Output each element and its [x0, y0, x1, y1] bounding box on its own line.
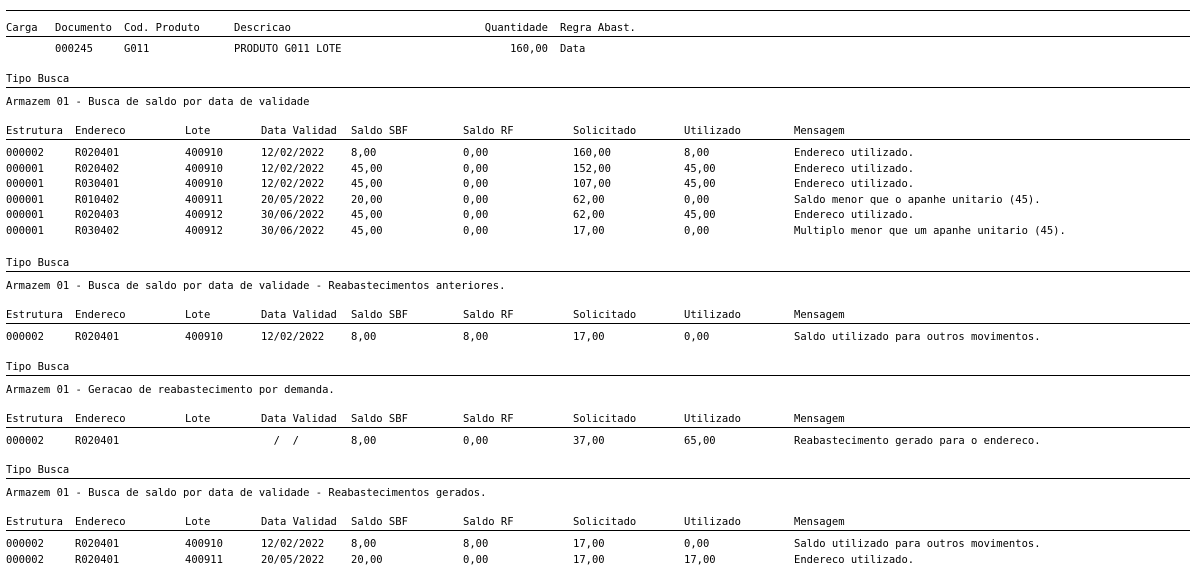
detail-column-label: Endereco [75, 516, 126, 528]
detail-column-label: Saldo RF [463, 309, 514, 321]
detail-column-label: Saldo RF [463, 516, 514, 528]
header-regra: Data [560, 43, 586, 55]
section-title-rule [6, 375, 1190, 376]
section-title: Armazem 01 - Geracao de reabastecimento por demanda. [6, 384, 335, 396]
table-cell: 17,00 [684, 553, 716, 566]
detail-column-label: Mensagem [794, 413, 845, 425]
table-cell: 0,00 [463, 435, 489, 447]
table-cell: 37,00 [573, 435, 605, 447]
detail-column-label: Endereco [75, 309, 126, 321]
table-cell: 152,00 [573, 162, 611, 175]
detail-column-label: Lote [185, 413, 211, 425]
table-cell: 30/06/2022 [261, 209, 325, 222]
table-cell: R030402 [75, 225, 120, 237]
detail-column-label: Utilizado [684, 413, 741, 425]
table-cell: 400910 [185, 147, 223, 159]
table-cell: 45,00 [351, 209, 383, 222]
detail-column-label: Lote [185, 516, 211, 528]
detail-column-label: Lote [185, 309, 211, 321]
table-cell: 000002 [6, 331, 44, 343]
table-cell: 400912 [185, 209, 223, 222]
detail-column-label: Mensagem [794, 125, 845, 137]
detail-column-label: Solicitado [573, 516, 637, 528]
table-cell: R020401 [75, 538, 120, 550]
header-column-label: Regra Abast. [560, 22, 636, 34]
section-title-rule [6, 87, 1190, 88]
tipo-busca-label: Tipo Busca [6, 464, 70, 476]
table-cell: 0,00 [463, 178, 489, 191]
table-cell: 0,00 [463, 209, 489, 222]
table-cell: R020401 [75, 331, 120, 343]
table-cell: 400912 [185, 225, 223, 237]
table-cell: 62,00 [573, 209, 605, 222]
table-cell: 12/02/2022 [261, 538, 325, 550]
table-cell: 400910 [185, 331, 223, 343]
table-cell: 45,00 [684, 178, 716, 191]
detail-column-label: Estrutura [6, 413, 63, 425]
table-cell: R020403 [75, 209, 120, 222]
detail-column-label: Saldo SBF [351, 309, 408, 321]
section-title-rule [6, 478, 1190, 479]
table-cell: 000001 [6, 193, 44, 206]
table-cell: 8,00 [463, 538, 489, 550]
detail-column-label: Endereco [75, 413, 126, 425]
detail-column-label: Estrutura [6, 516, 63, 528]
table-cell: / / [261, 435, 299, 447]
table-cell: 8,00 [351, 331, 377, 343]
table-cell: 400910 [185, 162, 223, 175]
table-cell: 8,00 [351, 147, 377, 159]
table-cell: 20,00 [351, 553, 383, 566]
table-cell: 12/02/2022 [261, 178, 325, 191]
table-cell: 12/02/2022 [261, 147, 325, 159]
detail-column-label: Data Validad [261, 413, 337, 425]
table-cell: 0,00 [463, 225, 489, 237]
table-cell: 17,00 [573, 538, 605, 550]
section-title: Armazem 01 - Busca de saldo por data de validade - Reabastecimentos anteriores. [6, 280, 506, 292]
detail-column-rule [6, 530, 1190, 531]
detail-column-rule [6, 139, 1190, 140]
table-cell: Saldo utilizado para outros movimentos. [794, 538, 1041, 550]
tipo-busca-label: Tipo Busca [6, 257, 70, 269]
header-documento: 000245 [55, 43, 93, 55]
detail-column-label: Data Validad [261, 516, 337, 528]
table-cell: 0,00 [463, 147, 489, 159]
detail-column-label: Saldo RF [463, 413, 514, 425]
table-cell: 12/02/2022 [261, 162, 325, 175]
table-cell: 45,00 [351, 162, 383, 175]
table-cell: 0,00 [684, 225, 710, 237]
table-cell: 45,00 [684, 209, 716, 222]
detail-column-label: Estrutura [6, 125, 63, 137]
detail-column-label: Utilizado [684, 516, 741, 528]
table-cell: Multiplo menor que um apanhe unitario (45). [794, 225, 1066, 237]
table-cell: 400910 [185, 178, 223, 191]
table-cell: Endereco utilizado. [794, 553, 915, 566]
table-cell: 000002 [6, 553, 44, 566]
detail-column-rule [6, 323, 1190, 324]
table-cell: Saldo menor que o apanhe unitario (45). [794, 193, 1041, 206]
table-cell: 8,00 [351, 538, 377, 550]
header-column-rule [6, 36, 1190, 37]
table-cell: 0,00 [463, 553, 489, 566]
table-cell: Endereco utilizado. [794, 209, 915, 222]
detail-column-label: Solicitado [573, 309, 637, 321]
detail-column-label: Saldo SBF [351, 516, 408, 528]
table-cell: 000001 [6, 162, 44, 175]
detail-column-label: Solicitado [573, 413, 637, 425]
table-cell: 0,00 [684, 193, 710, 206]
section-title-rule [6, 271, 1190, 272]
detail-column-label: Estrutura [6, 309, 63, 321]
table-cell: Saldo utilizado para outros movimentos. [794, 331, 1041, 343]
table-cell: 400911 [185, 553, 223, 566]
table-cell: 000002 [6, 538, 44, 550]
table-cell: 400910 [185, 538, 223, 550]
table-cell: Endereco utilizado. [794, 147, 915, 159]
table-cell: R030401 [75, 178, 120, 191]
table-cell: 17,00 [573, 225, 605, 237]
section-title: Armazem 01 - Busca de saldo por data de validade - Reabastecimentos gerados. [6, 487, 487, 499]
table-cell: 45,00 [684, 162, 716, 175]
detail-column-rule [6, 427, 1190, 428]
detail-column-label: Solicitado [573, 125, 637, 137]
table-cell: 0,00 [684, 331, 710, 343]
header-column-label: Cod. Produto [124, 22, 200, 34]
table-cell: R020402 [75, 162, 120, 175]
table-cell: 8,00 [684, 147, 710, 159]
table-cell: 20/05/2022 [261, 193, 325, 206]
detail-column-label: Utilizado [684, 125, 741, 137]
header-column-label: Quantidade [484, 22, 548, 34]
table-cell: 45,00 [351, 178, 383, 191]
detail-column-label: Lote [185, 125, 211, 137]
table-cell: 8,00 [463, 331, 489, 343]
table-cell: R010402 [75, 193, 120, 206]
table-cell: 30/06/2022 [261, 225, 325, 237]
table-cell: 20,00 [351, 193, 383, 206]
header-descricao: PRODUTO G011 LOTE [234, 43, 342, 55]
detail-column-label: Endereco [75, 125, 126, 137]
table-cell: 160,00 [573, 147, 611, 159]
table-cell: 000001 [6, 225, 44, 237]
table-cell: 17,00 [573, 331, 605, 343]
section-title: Armazem 01 - Busca de saldo por data de validade [6, 96, 310, 108]
table-cell: Endereco utilizado. [794, 178, 915, 191]
table-cell: 000001 [6, 178, 44, 191]
header-column-label: Descricao [234, 22, 291, 34]
detail-column-label: Data Validad [261, 309, 337, 321]
table-cell: 000002 [6, 147, 44, 159]
table-cell: R020401 [75, 435, 120, 447]
detail-column-label: Mensagem [794, 309, 845, 321]
table-cell: R020401 [75, 553, 120, 566]
header-quantidade: 160,00 [510, 43, 548, 55]
table-cell: 45,00 [351, 225, 383, 237]
detail-column-label: Saldo SBF [351, 413, 408, 425]
table-cell: 0,00 [684, 538, 710, 550]
table-cell: 62,00 [573, 193, 605, 206]
table-cell: Endereco utilizado. [794, 162, 915, 175]
header-column-label: Documento [55, 22, 112, 34]
table-cell: R020401 [75, 147, 120, 159]
tipo-busca-label: Tipo Busca [6, 73, 70, 85]
table-cell: 400911 [185, 193, 223, 206]
table-cell: 20/05/2022 [261, 553, 325, 566]
detail-column-label: Saldo SBF [351, 125, 408, 137]
detail-column-label: Data Validad [261, 125, 337, 137]
table-cell: 0,00 [463, 162, 489, 175]
table-cell: 000001 [6, 209, 44, 222]
detail-column-label: Mensagem [794, 516, 845, 528]
table-cell: Reabastecimento gerado para o endereco. [794, 435, 1041, 447]
table-cell: 8,00 [351, 435, 377, 447]
header-cod-produto: G011 [124, 43, 150, 55]
table-cell: 12/02/2022 [261, 331, 325, 343]
header-column-label: Carga [6, 22, 38, 34]
table-cell: 0,00 [463, 193, 489, 206]
table-cell: 65,00 [684, 435, 716, 447]
table-cell: 000002 [6, 435, 44, 447]
table-cell: 107,00 [573, 178, 611, 191]
table-cell: 17,00 [573, 553, 605, 566]
detail-column-label: Utilizado [684, 309, 741, 321]
header-top-rule [6, 10, 1190, 11]
detail-column-label: Saldo RF [463, 125, 514, 137]
tipo-busca-label: Tipo Busca [6, 361, 70, 373]
